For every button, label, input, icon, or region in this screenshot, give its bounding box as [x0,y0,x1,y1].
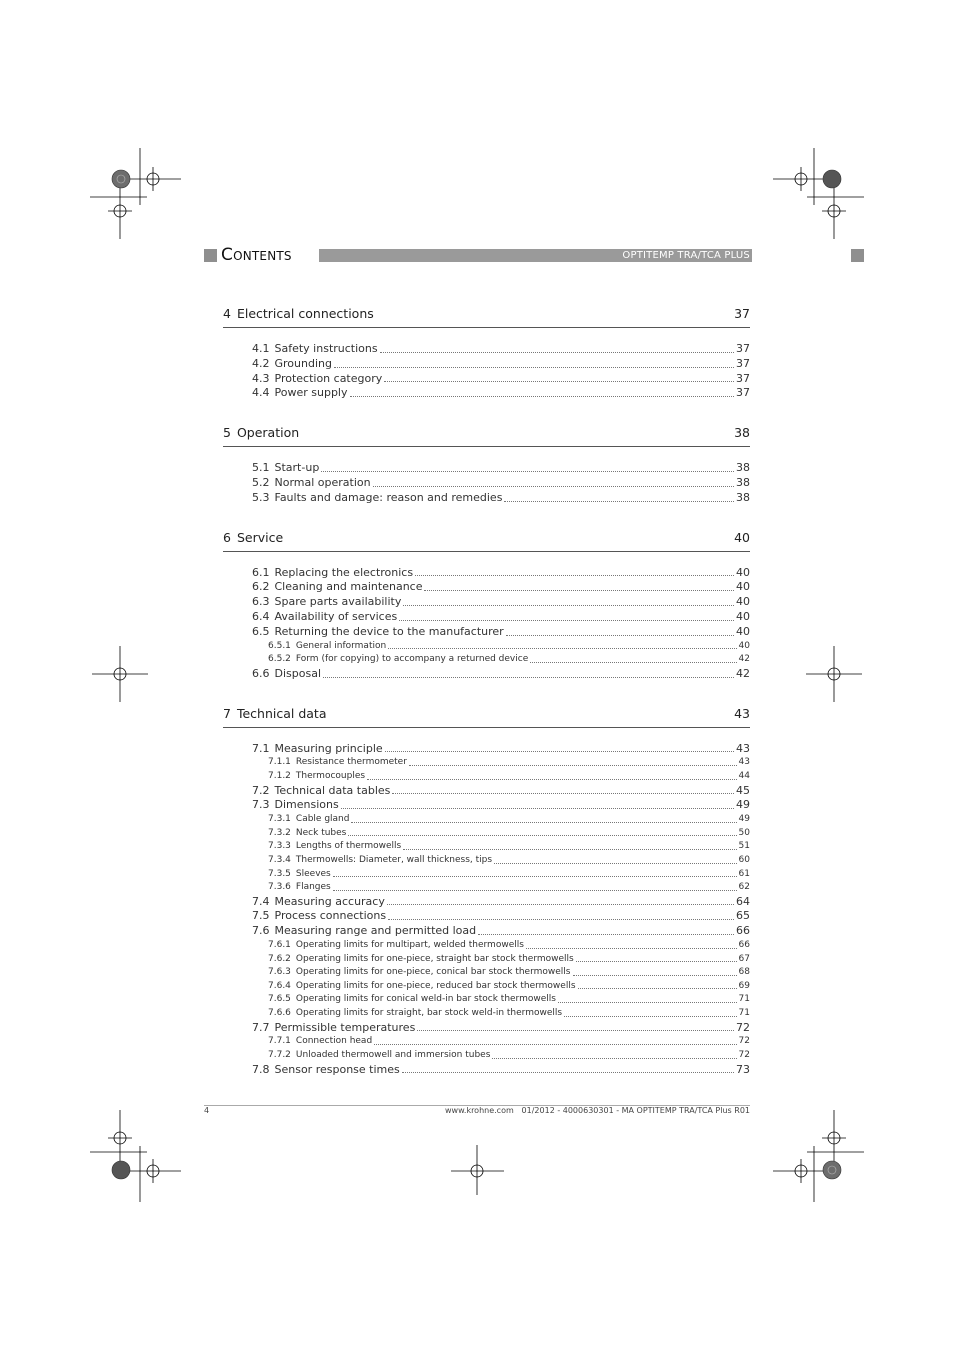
entry-page: 51 [738,841,750,852]
entry-number: 7.4 [252,894,270,908]
dot-leader [424,590,734,591]
entry-number: 7.3.6 [268,882,291,893]
header-product-bar: OPTITEMP TRA/TCA PLUS [319,249,752,262]
dot-leader [417,1030,734,1031]
entry-number: 7.3.1 [268,814,291,825]
dot-leader [351,822,736,823]
entry-number: 5.2 [252,475,270,489]
entry-number: 7.3.5 [268,868,291,879]
entry-number: 7.7 [252,1020,270,1034]
entry-title: Permissible temperatures [274,1020,416,1034]
entry-title: Spare parts availability [274,595,402,609]
dot-leader [388,919,734,920]
entry-number: 4.4 [252,386,270,400]
dot-leader [492,1058,736,1059]
toc-entry[interactable] [223,342,750,357]
entry-page: 40 [736,624,750,638]
dot-leader [402,1072,734,1073]
entry-page: 38 [736,490,750,504]
entry-number: 7.1 [252,741,270,755]
entry-page: 65 [736,909,750,923]
toc-subentry[interactable] [223,770,750,784]
dot-leader [403,849,736,850]
entry-number: 7.6.3 [268,967,291,978]
entry-page: 69 [738,980,750,991]
entry-number: 7.3 [252,798,270,812]
entry-title: Neck tubes [295,827,347,838]
entry-page: 38 [736,475,750,489]
entry-page: 73 [736,1062,750,1076]
entry-title: Protection category [274,371,383,385]
entry-title: Operating limits for straight, bar stock weld-in thermowells [295,1008,563,1019]
dot-leader [380,352,734,353]
entry-title: Availability of services [274,609,398,623]
chapter-title: Electrical connections [236,306,374,321]
chapter-title: Technical data [236,705,327,721]
entry-title: Operating limits for one-piece, straight bar stock thermowells [295,953,574,964]
entry-title: Unloaded thermowell and immersion tubes [295,1050,491,1061]
entry-title: Replacing the electronics [274,565,414,579]
entry-page: 66 [738,940,750,951]
entry-page: 38 [736,461,750,475]
dot-leader [384,381,734,382]
toc-entry[interactable] [223,580,750,595]
entry-title: Thermocouples [295,770,366,781]
entry-page: 40 [736,609,750,623]
entry-number: 6.3 [252,595,270,609]
entry-title: Sensor response times [274,1062,400,1076]
toc-entry[interactable] [223,491,750,506]
entry-number: 4.1 [252,342,270,355]
toc-subentry[interactable] [223,993,750,1007]
dot-leader [373,486,734,487]
header-square-right [851,249,864,262]
chapter-title: Operation [236,425,300,441]
page-number: 4 [204,1106,210,1115]
entry-title: Dimensions [274,798,339,812]
chapter-page: 38 [734,425,750,441]
entry-title: Sleeves [295,868,331,879]
entry-page: 37 [736,342,750,355]
entry-title: Faults and damage: reason and remedies [274,490,503,504]
dot-leader [409,765,737,766]
toc-entry[interactable] [223,357,750,372]
entry-title: Operating limits for multipart, welded thermowells [295,940,524,951]
dot-leader [323,677,734,678]
entry-title: Technical data tables [274,783,391,797]
entry-page: 72 [738,1050,750,1061]
toc-entry[interactable] [223,625,750,640]
entry-page: 49 [736,798,750,812]
dot-leader [321,471,734,472]
toc-chapter[interactable] [223,524,750,552]
entry-page: 61 [738,868,750,879]
toc-subentry[interactable] [223,640,750,654]
toc-entry[interactable] [223,595,750,610]
entry-title: Operating limits for conical weld-in bar stock thermowells [295,994,556,1005]
toc-subentry[interactable] [223,827,750,841]
entry-page: 67 [738,953,750,964]
entry-number: 7.6 [252,924,270,938]
entry-page: 37 [736,386,750,400]
entry-number: 7.1.1 [268,757,291,768]
entry-title: Flanges [295,882,331,893]
entry-page: 71 [738,1008,750,1019]
toc-entry[interactable] [223,798,750,813]
toc-subentry[interactable] [223,840,750,854]
entry-title: Process connections [274,909,387,923]
entry-page: 37 [736,356,750,370]
entry-number: 6.6 [252,666,270,680]
entry-title: Measuring accuracy [274,894,385,908]
entry-page: 62 [738,882,750,893]
entry-title: Operating limits for one-piece, reduced bar stock thermowells [295,980,576,991]
entry-number: 7.8 [252,1062,270,1076]
toc-entry[interactable] [223,372,750,387]
entry-number: 7.6.1 [268,940,291,951]
entry-page: 72 [738,1036,750,1047]
toc-entry[interactable] [223,924,750,939]
toc-section-list [223,566,750,682]
footer-doc-ref: 01/2012 - 4000630301 - MA OPTITEMP TRA/TCA Plus R01 [521,1106,750,1115]
entry-page: 44 [738,770,750,781]
entry-page: 40 [736,565,750,579]
entry-number: 7.3.4 [268,854,291,865]
entry-number: 6.5 [252,624,270,638]
toc-entry[interactable] [223,461,750,476]
header-square-left [204,249,217,262]
toc-subentry[interactable] [223,1007,750,1021]
entry-title: Normal operation [274,475,371,489]
entry-page: 42 [736,666,750,680]
toc-section-list [223,742,750,1078]
toc-entry[interactable] [223,742,750,757]
entry-title: Returning the device to the manufacturer [274,624,504,638]
entry-title: Measuring principle [274,741,383,755]
entry-page: 37 [736,371,750,385]
toc-chapter[interactable] [223,700,750,728]
entry-number: 6.2 [252,580,270,594]
toc-subentry[interactable] [223,980,750,994]
dot-leader [415,575,734,576]
dot-leader [333,876,737,877]
entry-number: 4.3 [252,371,270,385]
page-title: Contents [221,245,292,265]
dot-leader [387,904,734,905]
entry-number: 7.1.2 [268,770,291,781]
chapter-number: 7 [223,705,231,721]
entry-page: 68 [738,967,750,978]
entry-page: 50 [738,827,750,838]
toc-entry[interactable] [223,1021,750,1036]
entry-number: 7.6.4 [268,980,291,991]
toc-subentry[interactable] [223,1035,750,1049]
entry-title: Thermowells: Diameter, wall thickness, tips [295,854,493,865]
chapter-number: 4 [223,306,231,321]
entry-title: Connection head [295,1036,373,1047]
dot-leader [578,988,737,989]
dot-leader [341,808,734,809]
entry-title: Power supply [274,386,348,400]
entry-number: 6.5.2 [268,654,291,665]
footer-website: www.krohne.com [445,1106,514,1115]
dot-leader [558,1002,737,1003]
entry-title: Grounding [274,356,332,370]
toc-entry[interactable] [223,784,750,799]
dot-leader [403,605,734,606]
entry-number: 7.7.2 [268,1050,291,1061]
entry-title: Operating limits for one-piece, conical bar stock thermowells [295,967,571,978]
toc-subentry[interactable] [223,953,750,967]
dot-leader [576,961,737,962]
entry-number: 4.2 [252,356,270,370]
dot-leader [392,793,734,794]
entry-title: Cleaning and maintenance [274,580,423,594]
toc-subentry[interactable] [223,939,750,953]
dot-leader [348,835,736,836]
entry-number: 7.6.2 [268,953,291,964]
entry-title: Lengths of thermowells [295,841,402,852]
entry-page: 43 [736,741,750,755]
toc-subentry[interactable] [223,854,750,868]
chapter-page: 43 [734,705,750,721]
entry-page: 49 [738,814,750,825]
dot-leader [385,751,734,752]
entry-page: 71 [738,994,750,1005]
toc-section-list [223,461,750,505]
dot-leader [564,1016,736,1017]
dot-leader [504,501,734,502]
toc-entry[interactable] [223,1063,750,1078]
toc-entry[interactable] [223,566,750,581]
entry-page: 72 [736,1020,750,1034]
entry-page: 64 [736,894,750,908]
entry-title: Safety instructions [274,342,378,355]
dot-leader [334,367,734,368]
entry-number: 7.3.3 [268,841,291,852]
entry-title: Measuring range and permitted load [274,924,477,938]
dot-leader [526,948,737,949]
entry-number: 7.7.1 [268,1036,291,1047]
dot-leader [573,975,737,976]
toc-entry[interactable] [223,895,750,910]
chapter-title: Service [236,529,284,545]
toc-subentry[interactable] [223,653,750,667]
entry-title: Form (for copying) to accompany a returned device [295,654,529,665]
entry-title: Cable gland [295,814,350,825]
toc-entry[interactable] [223,909,750,924]
entry-page: 40 [736,595,750,609]
toc-subentry[interactable] [223,881,750,895]
entry-page: 45 [736,783,750,797]
dot-leader [374,1044,736,1045]
entry-number: 7.6.5 [268,994,291,1005]
entry-number: 7.3.2 [268,827,291,838]
entry-page: 42 [738,654,750,665]
entry-number: 6.4 [252,609,270,623]
entry-page: 60 [738,854,750,865]
toc-entry[interactable] [223,667,750,682]
entry-page: 40 [738,640,750,651]
entry-number: 7.2 [252,783,270,797]
entry-page: 40 [736,580,750,594]
entry-number: 5.3 [252,490,270,504]
entry-page: 43 [738,757,750,768]
entry-number: 6.1 [252,565,270,579]
entry-number: 5.1 [252,461,270,475]
toc-entry[interactable] [223,386,750,401]
dot-leader [333,890,737,891]
chapter-number: 6 [223,529,231,545]
chapter-page: 40 [734,529,750,545]
toc-chapter[interactable] [223,300,750,328]
dot-leader [388,648,736,649]
toc-subentry[interactable] [223,868,750,882]
entry-title: Start-up [274,461,320,475]
entry-number: 6.5.1 [268,640,291,651]
toc-entry[interactable] [223,476,750,491]
dot-leader [367,779,736,780]
entry-number: 7.5 [252,909,270,923]
chapter-page: 37 [734,306,750,321]
entry-title: General information [295,640,387,651]
table-of-contents [223,300,750,1095]
dot-leader [530,662,736,663]
toc-subentry[interactable] [223,966,750,980]
dot-leader [478,934,734,935]
entry-title: Resistance thermometer [295,757,407,768]
dot-leader [506,635,734,636]
entry-page: 66 [736,924,750,938]
dot-leader [350,396,735,397]
entry-number: 7.6.6 [268,1008,291,1019]
dot-leader [399,620,734,621]
entry-title: Disposal [274,666,321,680]
toc-subentry[interactable] [223,813,750,827]
toc-chapter[interactable] [223,419,750,447]
chapter-number: 5 [223,425,231,441]
toc-entry[interactable] [223,610,750,625]
toc-subentry[interactable] [223,756,750,770]
toc-section-list [223,342,750,401]
dot-leader [494,863,736,864]
toc-subentry[interactable] [223,1049,750,1063]
